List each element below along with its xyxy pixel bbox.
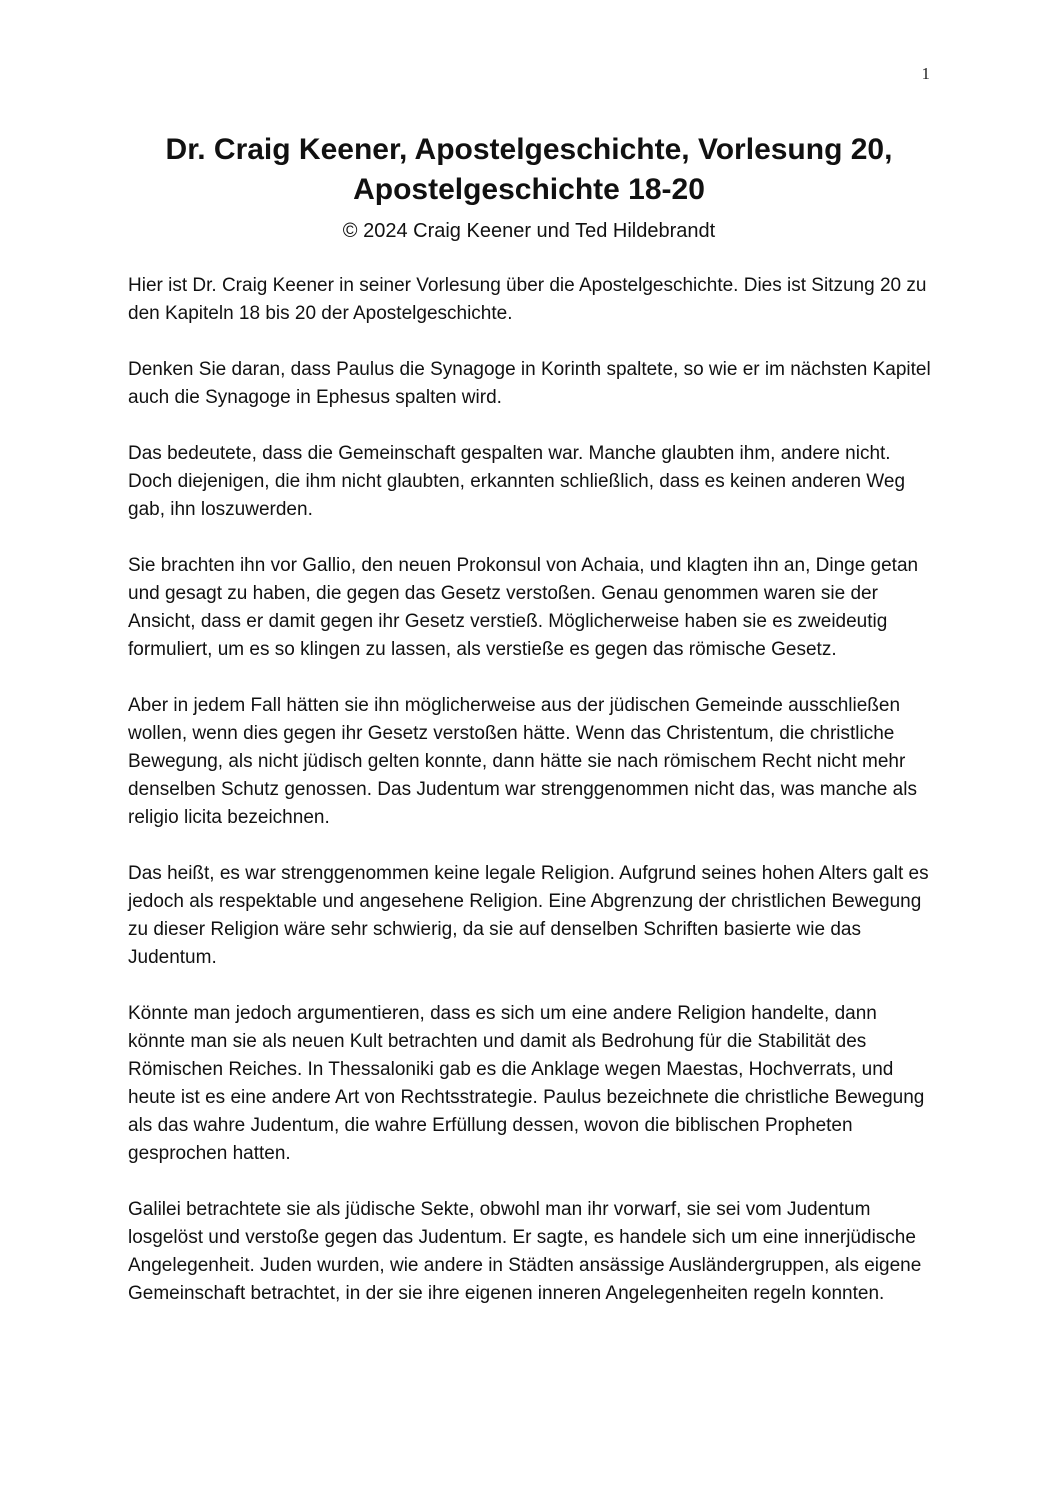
document-title [128,130,930,210]
document-body [128,272,934,1336]
paragraph: Denken Sie daran, dass Paulus die Synagoge in Korinth spaltete, so wie er im nächsten Kapitel auch die Synagoge in Ephesus spalten wird. [128,359,931,408]
title-line-2: Apostelgeschichte 18-20 [353,173,705,206]
paragraph: Aber in jedem Fall hätten sie ihn möglicherweise aus der jüdischen Gemeinde ausschließen wollen, wenn dies gegen ihr Gesetz verstoßen hätte. Wenn das Christentum, die christliche Bewegung, als nicht jüdisch gelten konnte, dann hätte sie nach römischem Recht nicht mehr denselben Schutz genossen. Das Judentum war strenggenommen nicht das, was manche als religio licita bezeichnen. [128,695,917,828]
document-header [128,130,930,244]
paragraph: Hier ist Dr. Craig Keener in seiner Vorlesung über die Apostelgeschichte. Dies ist Sitzung 20 zu den Kapiteln 18 bis 20 der Apostelgeschichte. [128,275,927,324]
paragraph: Das heißt, es war strenggenommen keine legale Religion. Aufgrund seines hohen Alters galt es jedoch als respektable und angesehene Religion. Eine Abgrenzung der christlichen Bewegung zu dieser Religion wäre sehr schwierig, da sie auf denselben Schriften basierte wie das Judentum. [128,863,929,968]
paragraph: Galilei betrachtete sie als jüdische Sekte, obwohl man ihr vorwarf, sie sei vom Judentum losgelöst und verstoße gegen das Judentum. Er sagte, es handele sich um eine innerjüdische Angelegenheit. Juden wurden, wie andere in Städten ansässige Ausländergruppen, als eigene Gemeinschaft betrachtet, in der sie ihre eigenen inneren Angelegenheiten regeln konnten. [128,1199,922,1304]
copyright-notice: © 2024 Craig Keener und Ted Hildebrandt [342,220,716,242]
paragraph: Könnte man jedoch argumentieren, dass es sich um eine andere Religion handelte, dann könnte man sie als neuen Kult betrachten und damit als Bedrohung für die Stabilität des Römischen Reiches. In Thessaloniki gab es die Anklage wegen Maestas, Hochverrats, und heute ist es eine andere Art von Rechtsstrategie. Paulus bezeichnete die christliche Bewegung als das wahre Judentum, die wahre Erfüllung dessen, wovon die biblischen Propheten gesprochen hatten. [128,1003,925,1164]
paragraph: Das bedeutete, dass die Gemeinschaft gespalten war. Manche glaubten ihm, andere nicht. Doch diejenigen, die ihm nicht glaubten, erkannten schließlich, dass es keinen anderen Weg gab, ihn loszuwerden. [128,443,906,520]
page-number: 1 [921,64,930,83]
paragraph: Sie brachten ihn vor Gallio, den neuen Prokonsul von Achaia, und klagten ihn an, Dinge getan und gesagt zu haben, die gegen das Gesetz verstoßen. Genau genommen waren sie der Ansicht, dass er damit gegen ihr Gesetz verstieß. Möglicherweise haben sie es zweideutig formuliert, um es so klingen zu lassen, als verstieße es gegen das römische Gesetz. [128,555,919,660]
title-line-1: Dr. Craig Keener, Apostelgeschichte, Vorlesung 20, [165,133,893,166]
